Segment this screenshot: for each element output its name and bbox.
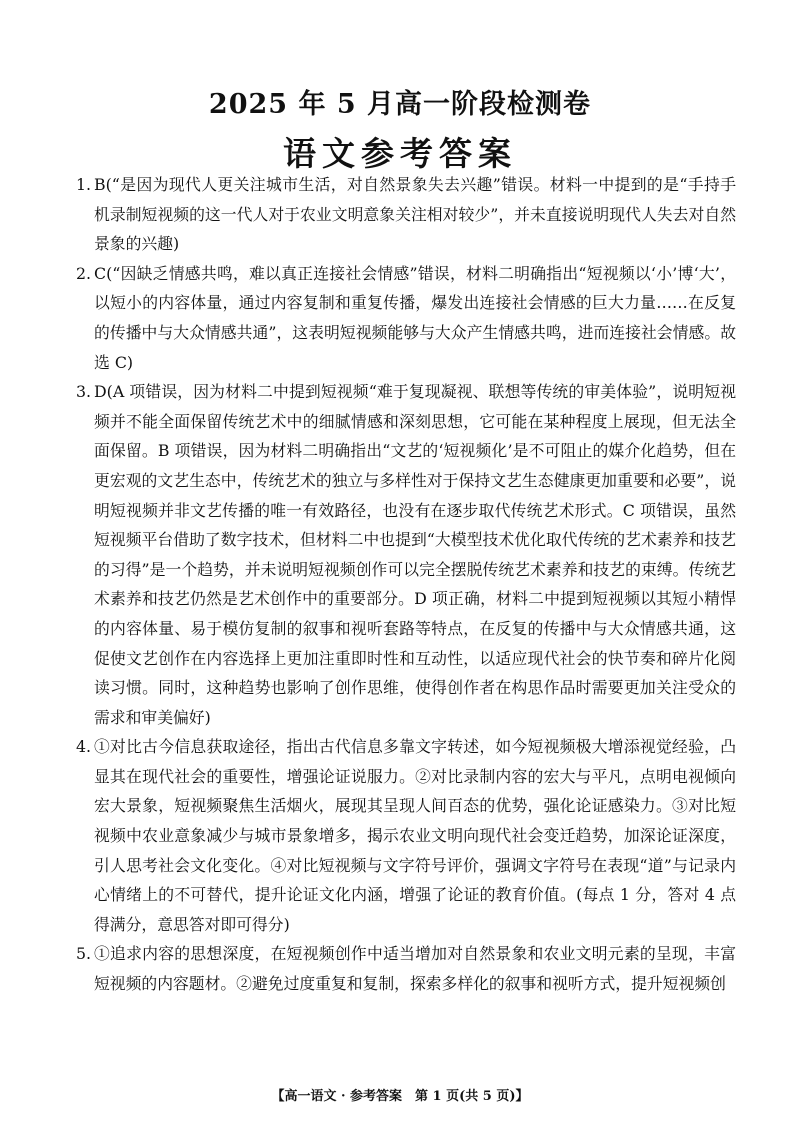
answer-number: 5.: [76, 944, 92, 964]
page-title: 语文参考答案: [283, 134, 517, 173]
answer-number: 4.: [76, 737, 92, 757]
answer-item-1: [76, 170, 736, 259]
exam-title: 2025 年 5 月高一阶段检测卷: [208, 89, 592, 120]
answer-number: 3.: [76, 382, 92, 402]
answer-number: 1.: [76, 175, 92, 194]
answer-text: ①对比古今信息获取途径，指出古代信息多靠文字转述，如今短视频极大增添视觉经验，凸显其在现代社会的重要性，增强论证说服力。②对比录制内容的宏大与平凡，点明电视倾向宏大景象，短视频聚焦生活烟火，展现其呈现人间百态的优势，强化论证感染力。③对比短视频中农业意象减少与城市景象增多，揭示农业文明向现代社会变迁趋势，加深论证深度，引人思考社会文化变化。④对比短视频与文字符号评价，强调文字符号在表现“道”与记录内心情绪上的不可替代，提升论证文化内涵，增强了论证的教育价值。(每点 1 分，答对 4 点得满分，意思答对即可得分): [94, 737, 736, 934]
answer-number: 2.: [76, 263, 92, 283]
answer-text: ①追求内容的思想深度，在短视频创作中适当增加对自然景象和农业文明元素的呈现，丰富短视频的内容题材。②避免过度重复和复制，探索多样化的叙事和视听方式，提升短视频创: [94, 944, 736, 994]
answer-list: [76, 170, 736, 999]
page-footer: 【高一语文 · 参考答案 第 1 页(共 5 页)】: [271, 1089, 529, 1104]
answer-text: D(A 项错误，因为材料二中提到短视频“难于复现凝视、联想等传统的审美体验”，说明短视频并不能全面保留传统艺术中的细腻情感和深刻思想，它可能在某种程度上展现，但无法全面保留。B 项错误，因为材料二明确指出“文艺的‘短视频化’是不可阻止的媒介化趋势，但在更宏观的文艺生态中，传统艺术的独立与多样性对于保持文艺生态健康更加重要和必要”，说明短视频并非文艺传播的唯一有效路径，也没有在逐步取代传统艺术形式。C 项错误，虽然短视频平台借助了数字技术，但材料二中也提到“大模型技术优化取代传统的艺术素养和技艺的习得”是一个趋势，并未说明短视频创作可以完全摆脱传统艺术素养和技艺的束缚。传统艺术素养和技艺仍然是艺术创作中的重要部分。D 项正确，材料二中提到短视频以其短小精悍的内容体量、易于模仿复制的叙事和视听套路等特点，在反复的传播中与大众情感共通，这促使文艺创作在内容选择上更加注重即时性和互动性，以适应现代社会的快节奏和碎片化阅读习惯。同时，这种趋势也影响了创作思维，使得创作者在构思作品时需要更加关注受众的需求和审美偏好): [94, 382, 736, 727]
answer-item-5: [76, 939, 736, 998]
answer-item-2: [76, 259, 736, 377]
answer-item-4: [76, 732, 736, 939]
answer-text: B(“是因为现代人更关注城市生活，对自然景象失去兴趣”错误。材料一中提到的是“手持手机录制短视频的这一代人对于农业文明意象关注相对较少”，并未直接说明现代人失去对自然景象的兴趣): [94, 175, 736, 254]
answer-text: C(“因缺乏情感共鸣，难以真正连接社会情感”错误，材料二明确指出“短视频以‘小’博‘大’，以短小的内容体量，通过内容复制和重复传播，爆发出连接社会情感的巨大力量……在反复的传播中与大众情感共通”，这表明短视频能够与大众产生情感共鸣，进而连接社会情感。故选 C): [94, 263, 736, 372]
answer-item-3: [76, 377, 736, 732]
